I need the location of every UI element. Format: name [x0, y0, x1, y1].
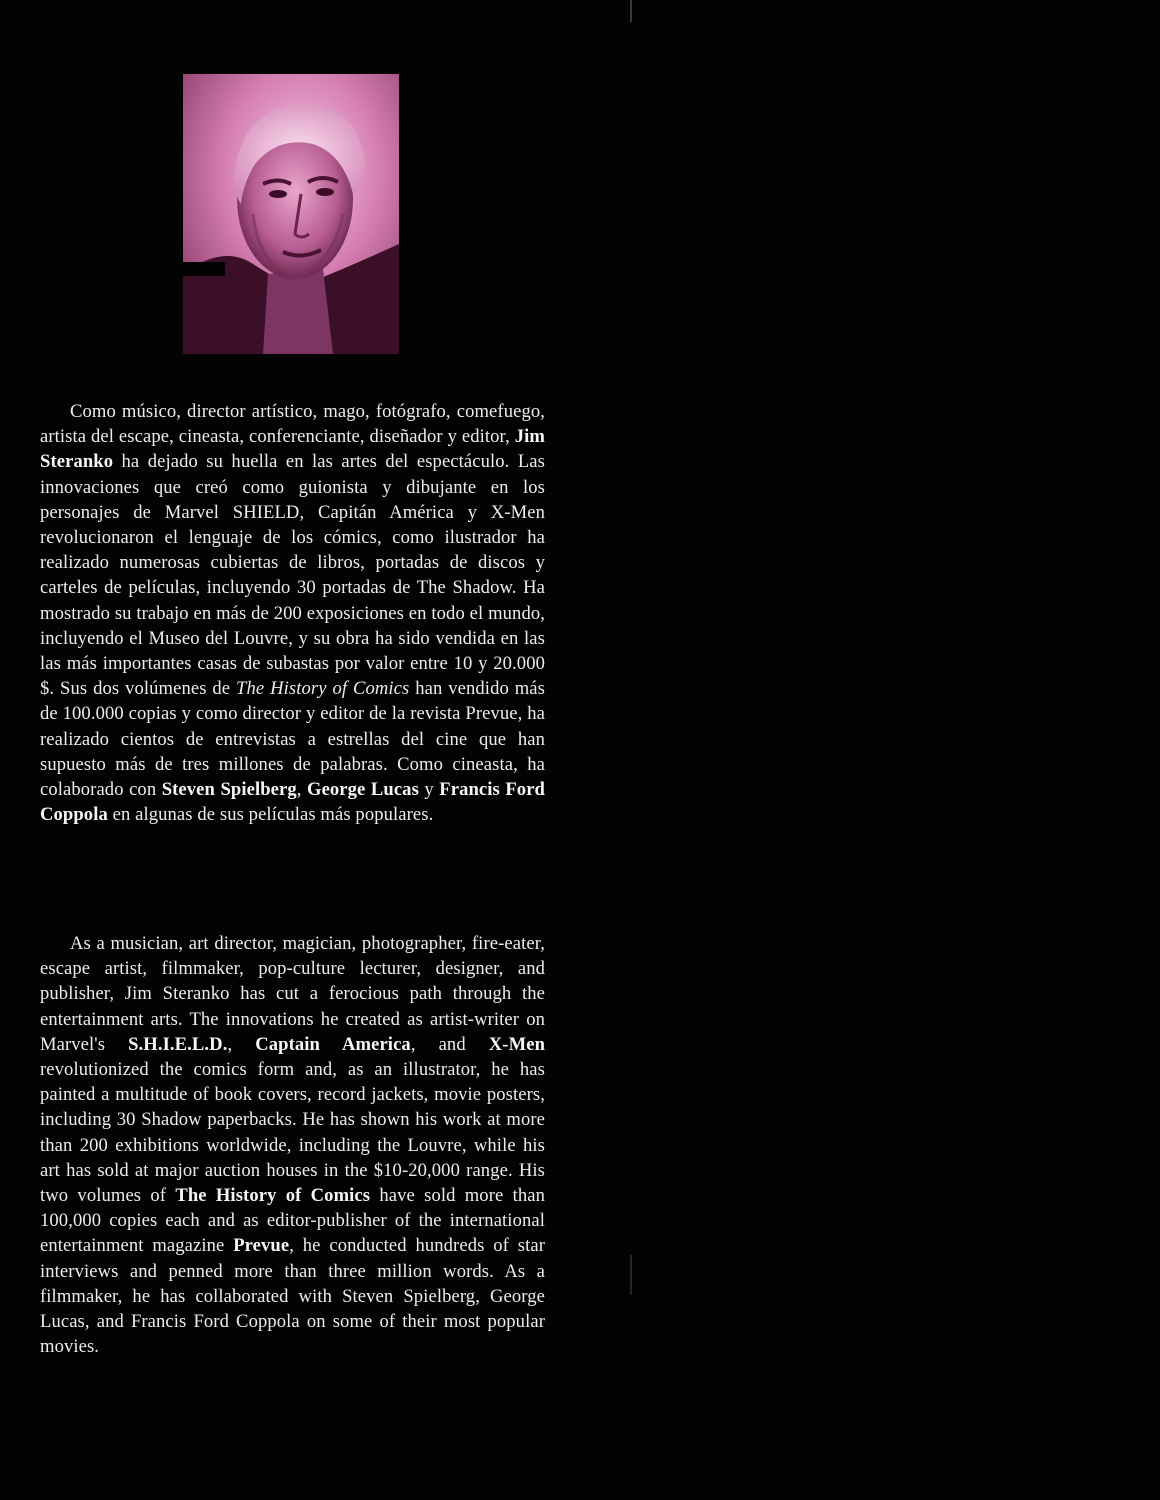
portrait-notch: [183, 262, 225, 276]
bio-en-segment: Captain America: [255, 1033, 411, 1055]
bio-es-segment: ha dejado su huella en las artes del espectáculo. Las innovaciones que creó como guionista y dibujante en los personajes de Marvel SHIELD, Capitán América y X-Men revolucionaron el lenguaje de los cómics, como ilustrador ha realizado numerosas cubiertas de libros, portadas de discos y carteles de películas, incluyendo 30 portadas de The Shadow. Ha mostrado su trabajo en más de 200 exposiciones en todo el mundo, incluyendo el Museo del Louvre, y su obra ha sido vendida en las las más importantes casas de subastas por valor entre 10 y 20.000 $. Sus dos volúmenes de: [40, 451, 545, 700]
author-portrait: [183, 74, 399, 354]
bio-en-segment: have sold more than 100,000 copies each and as editor-publisher of the international entertainment magazine: [40, 1185, 546, 1257]
bio-es-segment: y: [418, 779, 440, 801]
bio-es-segment: George Lucas: [307, 779, 419, 801]
bio-es-segment: han vendido más de 100.000 copias y como director y editor de la revista Prevue, ha realizado cientos de entrevistas a estrellas del cine que han supuesto más de tres millones de palabras. Como cineasta, ha colaborado con: [40, 678, 545, 801]
bio-es-segment: The History of Comics: [236, 678, 410, 700]
bio-en-segment: , and: [410, 1033, 489, 1055]
bio-en-segment: The History of Comics: [175, 1185, 371, 1207]
bio-es-segment: en algunas de sus películas más populares.: [107, 804, 434, 826]
fold-mark-top: [630, 0, 632, 22]
bio-es-segment: Como músico, director artístico, mago, fotógrafo, comefuego, artista del escape, cineasta, conferenciante, diseñador y editor,: [40, 401, 545, 448]
bio-en-segment: X-Men: [488, 1033, 546, 1055]
bio-es-segment: ,: [296, 779, 307, 801]
bio-es-segment: Francis Ford Coppola: [40, 779, 545, 826]
bio-en-segment: S.H.I.E.L.D.: [128, 1033, 228, 1055]
bio-spanish: [40, 399, 545, 827]
fold-mark-lower: [630, 1255, 632, 1295]
bio-en-segment: As a musician, art director, magician, photographer, fire-eater, escape artist, filmmaker, pop-culture lecturer, designer, and publisher, Jim Steranko has cut a ferocious path through the entertainment arts. The innovations he created as artist-writer on Marvel's: [40, 933, 545, 1055]
bio-en-segment: revolutionized the comics form and, as an illustrator, he has painted a multitude of book covers, record jackets, movie posters, including 30 Shadow paperbacks. He has shown his work at more than 200 exhibitions worldwide, including the Louvre, while his art has sold at major auction houses in the $10-20,000 range. His two volumes of: [40, 1059, 545, 1207]
bio-en-segment: Prevue: [233, 1235, 290, 1257]
bio-es-segment: Steven Spielberg: [161, 779, 297, 801]
bio-en-segment: , he conducted hundreds of star interviews and penned more than three million words. As a filmmaker, he has collaborated with Steven Spielberg, George Lucas, and Francis Ford Coppola on some of their most popular movies.: [40, 1235, 545, 1358]
author-portrait-image: [183, 74, 399, 354]
bio-es-segment: Jim Steranko: [40, 426, 545, 473]
bio-en-segment: ,: [227, 1033, 256, 1055]
bio-english: [40, 931, 545, 1359]
